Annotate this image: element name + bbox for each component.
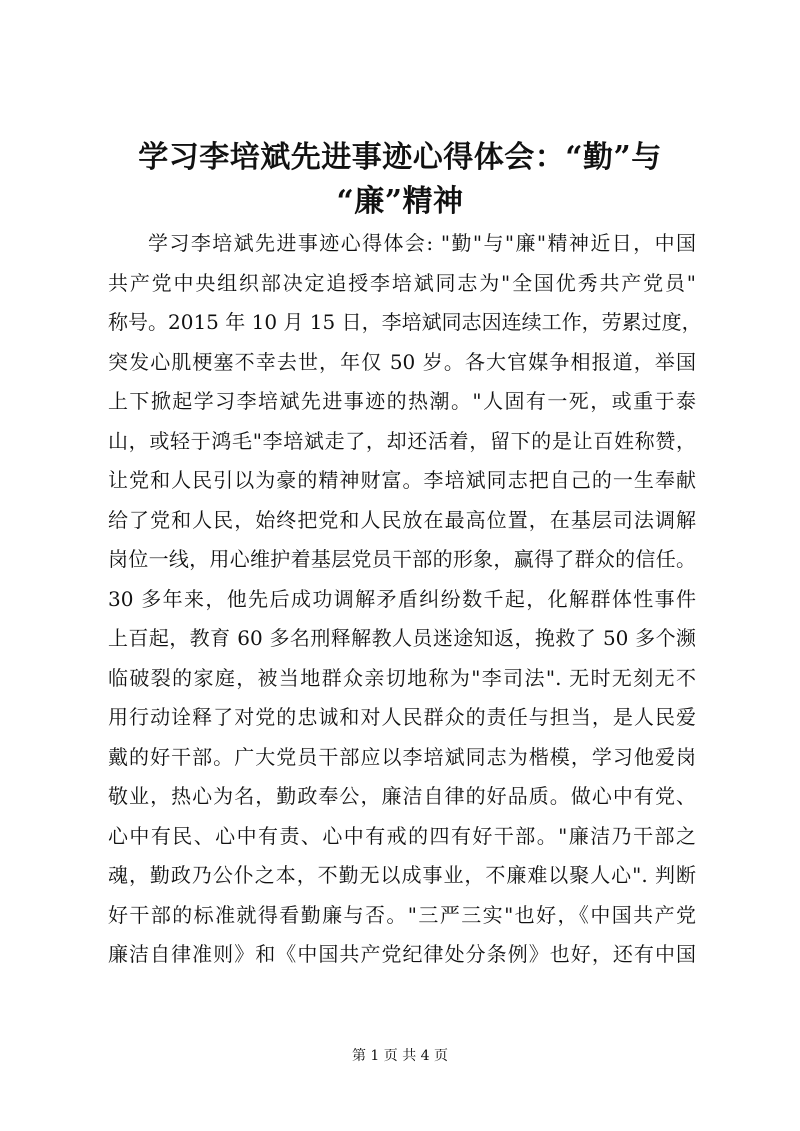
- body-line: 学习李培斌先进事迹心得体会: "勤"与"廉"精神近日，中国: [148, 231, 696, 255]
- body-line: 心中有民、心中有责、心中有戒的四有好干部。"廉洁乃干部之: [108, 823, 696, 848]
- body-line: 30 多年来，他先后成功调解矛盾纠纷数千起，化解群体性事件: [108, 586, 696, 611]
- body-line: 好干部的标准就得看勤廉与否。"三严三实"也好，《中国共产党: [108, 902, 696, 927]
- body-line: 用行动诠释了对党的忠诚和对人民群众的责任与担当，是人民爱: [108, 705, 696, 729]
- title-line: 学习李培斌先进事迹心得体会：“勤”与: [138, 140, 662, 175]
- body-line: 上百起，教育 60 多名刑释解教人员迷途知返，挽救了 50 多个濒: [108, 626, 696, 650]
- body-line: 突发心肌梗塞不幸去世，年仅 50 岁。各大官媒争相报道，举国: [108, 349, 696, 374]
- title-line: “廉”精神: [336, 184, 464, 219]
- document-title: [100, 136, 700, 224]
- body-line: 魂，勤政乃公仆之本，不勤无以成事业，不廉难以聚人心". 判断: [108, 863, 696, 887]
- body-line: 称号。2015 年 10 月 15 日，李培斌同志因连续工作，劳累过度，: [108, 310, 702, 334]
- body-line: 山，或轻于鸿毛"李培斌走了，却还活着，留下的是让百姓称赞，: [108, 428, 696, 453]
- body-line: 敬业，热心为名，勤政奉公，廉洁自律的好品质。做心中有党、: [108, 784, 696, 808]
- body-line: 给了党和人民，始终把党和人民放在最高位置，在基层司法调解: [108, 507, 696, 532]
- page-number-footer: 第 1 页 共 4 页: [351, 1048, 449, 1064]
- body-line: 共产党中央组织部决定追授李培斌同志为"全国优秀共产党员": [108, 270, 696, 295]
- body-line: 廉洁自律准则》和《中国共产党纪律处分条例》也好，还有中国: [108, 942, 696, 966]
- body-line: 戴的好干部。广大党员干部应以李培斌同志为楷模，学习他爱岗: [108, 744, 696, 769]
- body-paragraph: [108, 224, 702, 975]
- body-line: 岗位一线，用心维护着基层党员干部的形象，赢得了群众的信任。: [108, 547, 696, 571]
- body-line: 临破裂的家庭，被当地群众亲切地称为"李司法". 无时无刻无不: [108, 665, 696, 690]
- body-line: 上下掀起学习李培斌先进事迹的热潮。"人固有一死，或重于泰: [108, 389, 696, 413]
- body-line: 让党和人民引以为豪的精神财富。李培斌同志把自己的一生奉献: [108, 468, 696, 492]
